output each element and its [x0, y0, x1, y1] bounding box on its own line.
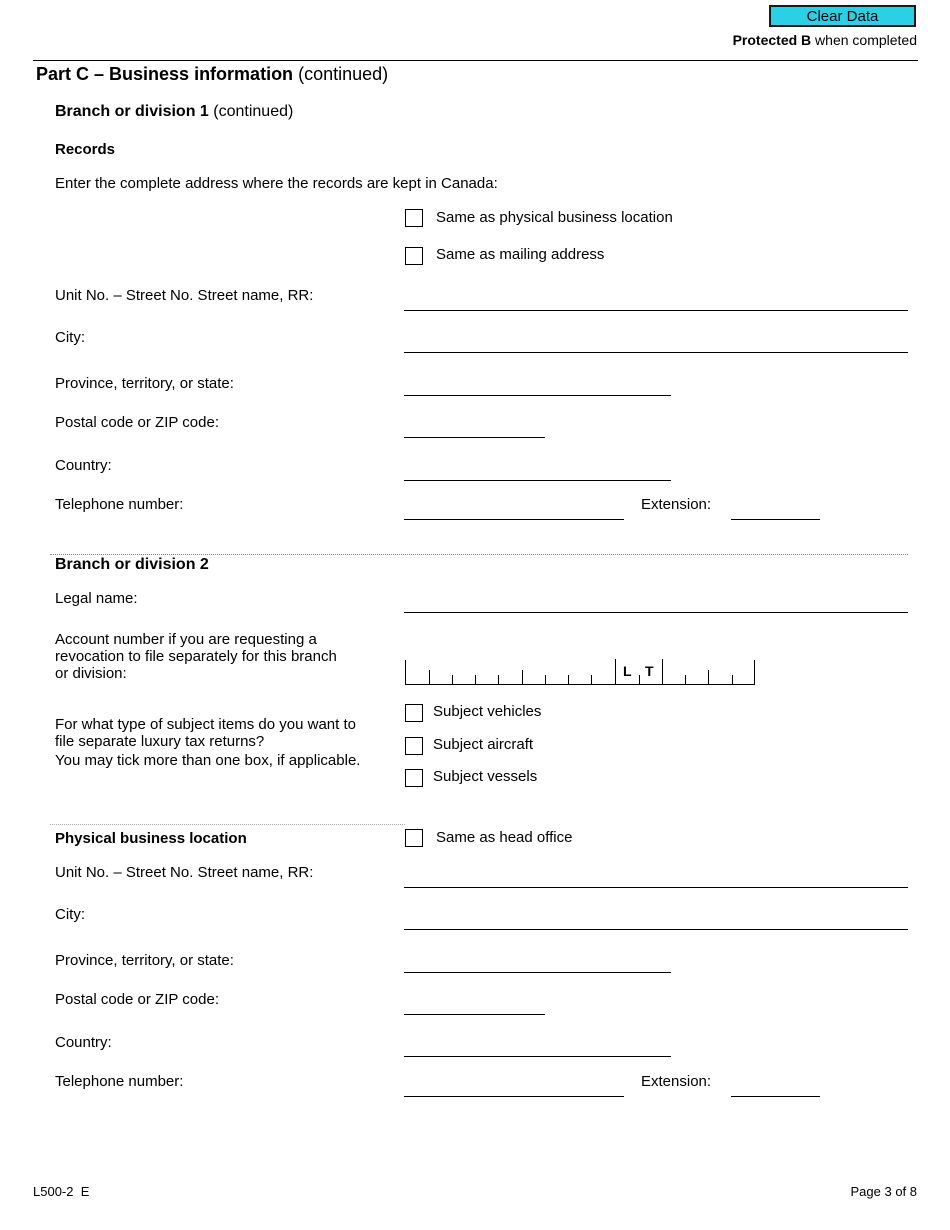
- part-title-main: Part C – Business information: [36, 64, 294, 84]
- digit-separator: [568, 675, 569, 684]
- protected-label: Protected B: [732, 32, 812, 48]
- same-as-physical-label: Same as physical business location: [436, 209, 673, 226]
- header-divider: [33, 60, 918, 61]
- subject-aircraft-label: Subject aircraft: [433, 736, 534, 753]
- b2-account-label-line2: revocation to file separately for this branch: [55, 648, 337, 665]
- b2-extension-field[interactable]: [731, 1096, 820, 1097]
- digit-separator: [615, 659, 616, 684]
- digit-separator: [545, 675, 546, 684]
- b1-province-label: Province, territory, or state:: [55, 375, 234, 392]
- b2-telephone-label: Telephone number:: [55, 1073, 184, 1090]
- b2-country-field[interactable]: [404, 1056, 671, 1057]
- branch1-title-suffix: (continued): [213, 103, 294, 120]
- digit-separator: [685, 675, 686, 684]
- b2-account-number-field[interactable]: [405, 660, 755, 685]
- b2-account-label-line1: Account number if you are requesting a: [55, 631, 317, 648]
- b1-street-label: Unit No. – Street No. Street name, RR:: [55, 287, 314, 304]
- physical-divider: [50, 824, 405, 825]
- b1-telephone-field[interactable]: [404, 519, 624, 520]
- digit-separator: [662, 659, 663, 684]
- clear-data-button[interactable]: Clear Data: [769, 5, 916, 27]
- records-heading: Records: [55, 141, 116, 158]
- b1-country-field[interactable]: [404, 480, 671, 481]
- digit-separator: [498, 675, 499, 684]
- digit-separator: [429, 670, 430, 684]
- account-code-l: L: [623, 663, 632, 679]
- b2-extension-label: Extension:: [641, 1073, 712, 1090]
- b2-postal-label: Postal code or ZIP code:: [55, 991, 219, 1008]
- digit-separator: [452, 675, 453, 684]
- b1-extension-label: Extension:: [641, 496, 712, 513]
- b2-street-label: Unit No. – Street No. Street name, RR:: [55, 864, 314, 881]
- same-as-head-office-label: Same as head office: [436, 829, 573, 846]
- b2-telephone-field[interactable]: [404, 1096, 624, 1097]
- digit-separator: [591, 675, 592, 684]
- same-as-physical-checkbox[interactable]: [405, 209, 423, 227]
- b1-city-field[interactable]: [404, 352, 908, 353]
- digit-separator: [708, 670, 709, 684]
- same-as-mailing-label: Same as mailing address: [436, 246, 605, 263]
- records-instruction: Enter the complete address where the records are kept in Canada:: [55, 175, 498, 192]
- b2-account-label: [55, 631, 337, 682]
- physical-location-heading: Physical business location: [55, 830, 247, 847]
- digit-separator: [522, 670, 523, 684]
- b1-postal-field[interactable]: [404, 437, 545, 438]
- branch2-title: Branch or division 2: [55, 556, 209, 573]
- b2-street-field[interactable]: [404, 887, 908, 888]
- b2-country-label: Country:: [55, 1034, 112, 1051]
- part-title-suffix: (continued): [298, 64, 389, 84]
- b1-city-label: City:: [55, 329, 85, 346]
- b2-subject-question-line1: For what type of subject items do you want to: [55, 716, 356, 733]
- b2-subject-question-line3: You may tick more than one box, if applicable.: [55, 752, 361, 769]
- b2-account-label-line3: or division:: [55, 665, 127, 682]
- page-number: Page 3 of 8: [850, 1184, 917, 1199]
- subject-vessels-label: Subject vessels: [433, 768, 538, 785]
- subject-vehicles-checkbox[interactable]: [405, 704, 423, 722]
- digit-separator: [732, 675, 733, 684]
- branch1-title: [55, 103, 293, 121]
- account-code-t: T: [645, 663, 654, 679]
- part-title: [36, 64, 388, 85]
- b1-extension-field[interactable]: [731, 519, 820, 520]
- b1-telephone-label: Telephone number:: [55, 496, 184, 513]
- b2-city-label: City:: [55, 906, 85, 923]
- b1-province-field[interactable]: [404, 395, 671, 396]
- b2-subject-question-line2: file separate luxury tax returns?: [55, 733, 265, 750]
- b2-province-field[interactable]: [404, 972, 671, 973]
- digit-separator: [475, 675, 476, 684]
- b2-postal-field[interactable]: [404, 1014, 545, 1015]
- b1-postal-label: Postal code or ZIP code:: [55, 414, 219, 431]
- branch1-title-main: Branch or division 1: [55, 103, 209, 120]
- subject-vessels-checkbox[interactable]: [405, 769, 423, 787]
- b1-street-field[interactable]: [404, 310, 908, 311]
- protected-suffix: when completed: [815, 32, 917, 48]
- digit-separator: [639, 675, 640, 684]
- same-as-mailing-checkbox[interactable]: [405, 247, 423, 265]
- b2-province-label: Province, territory, or state:: [55, 952, 234, 969]
- protected-notice: [733, 32, 917, 48]
- subject-vehicles-label: Subject vehicles: [433, 703, 542, 720]
- b2-legal-name-label: Legal name:: [55, 590, 138, 607]
- b1-country-label: Country:: [55, 457, 112, 474]
- b2-legal-name-field[interactable]: [404, 612, 908, 613]
- b2-subject-question: [55, 716, 360, 769]
- section-divider: [50, 554, 908, 555]
- same-as-head-office-checkbox[interactable]: [405, 829, 423, 847]
- b2-city-field[interactable]: [404, 929, 908, 930]
- form-code: L500-2 E: [33, 1184, 90, 1199]
- subject-aircraft-checkbox[interactable]: [405, 737, 423, 755]
